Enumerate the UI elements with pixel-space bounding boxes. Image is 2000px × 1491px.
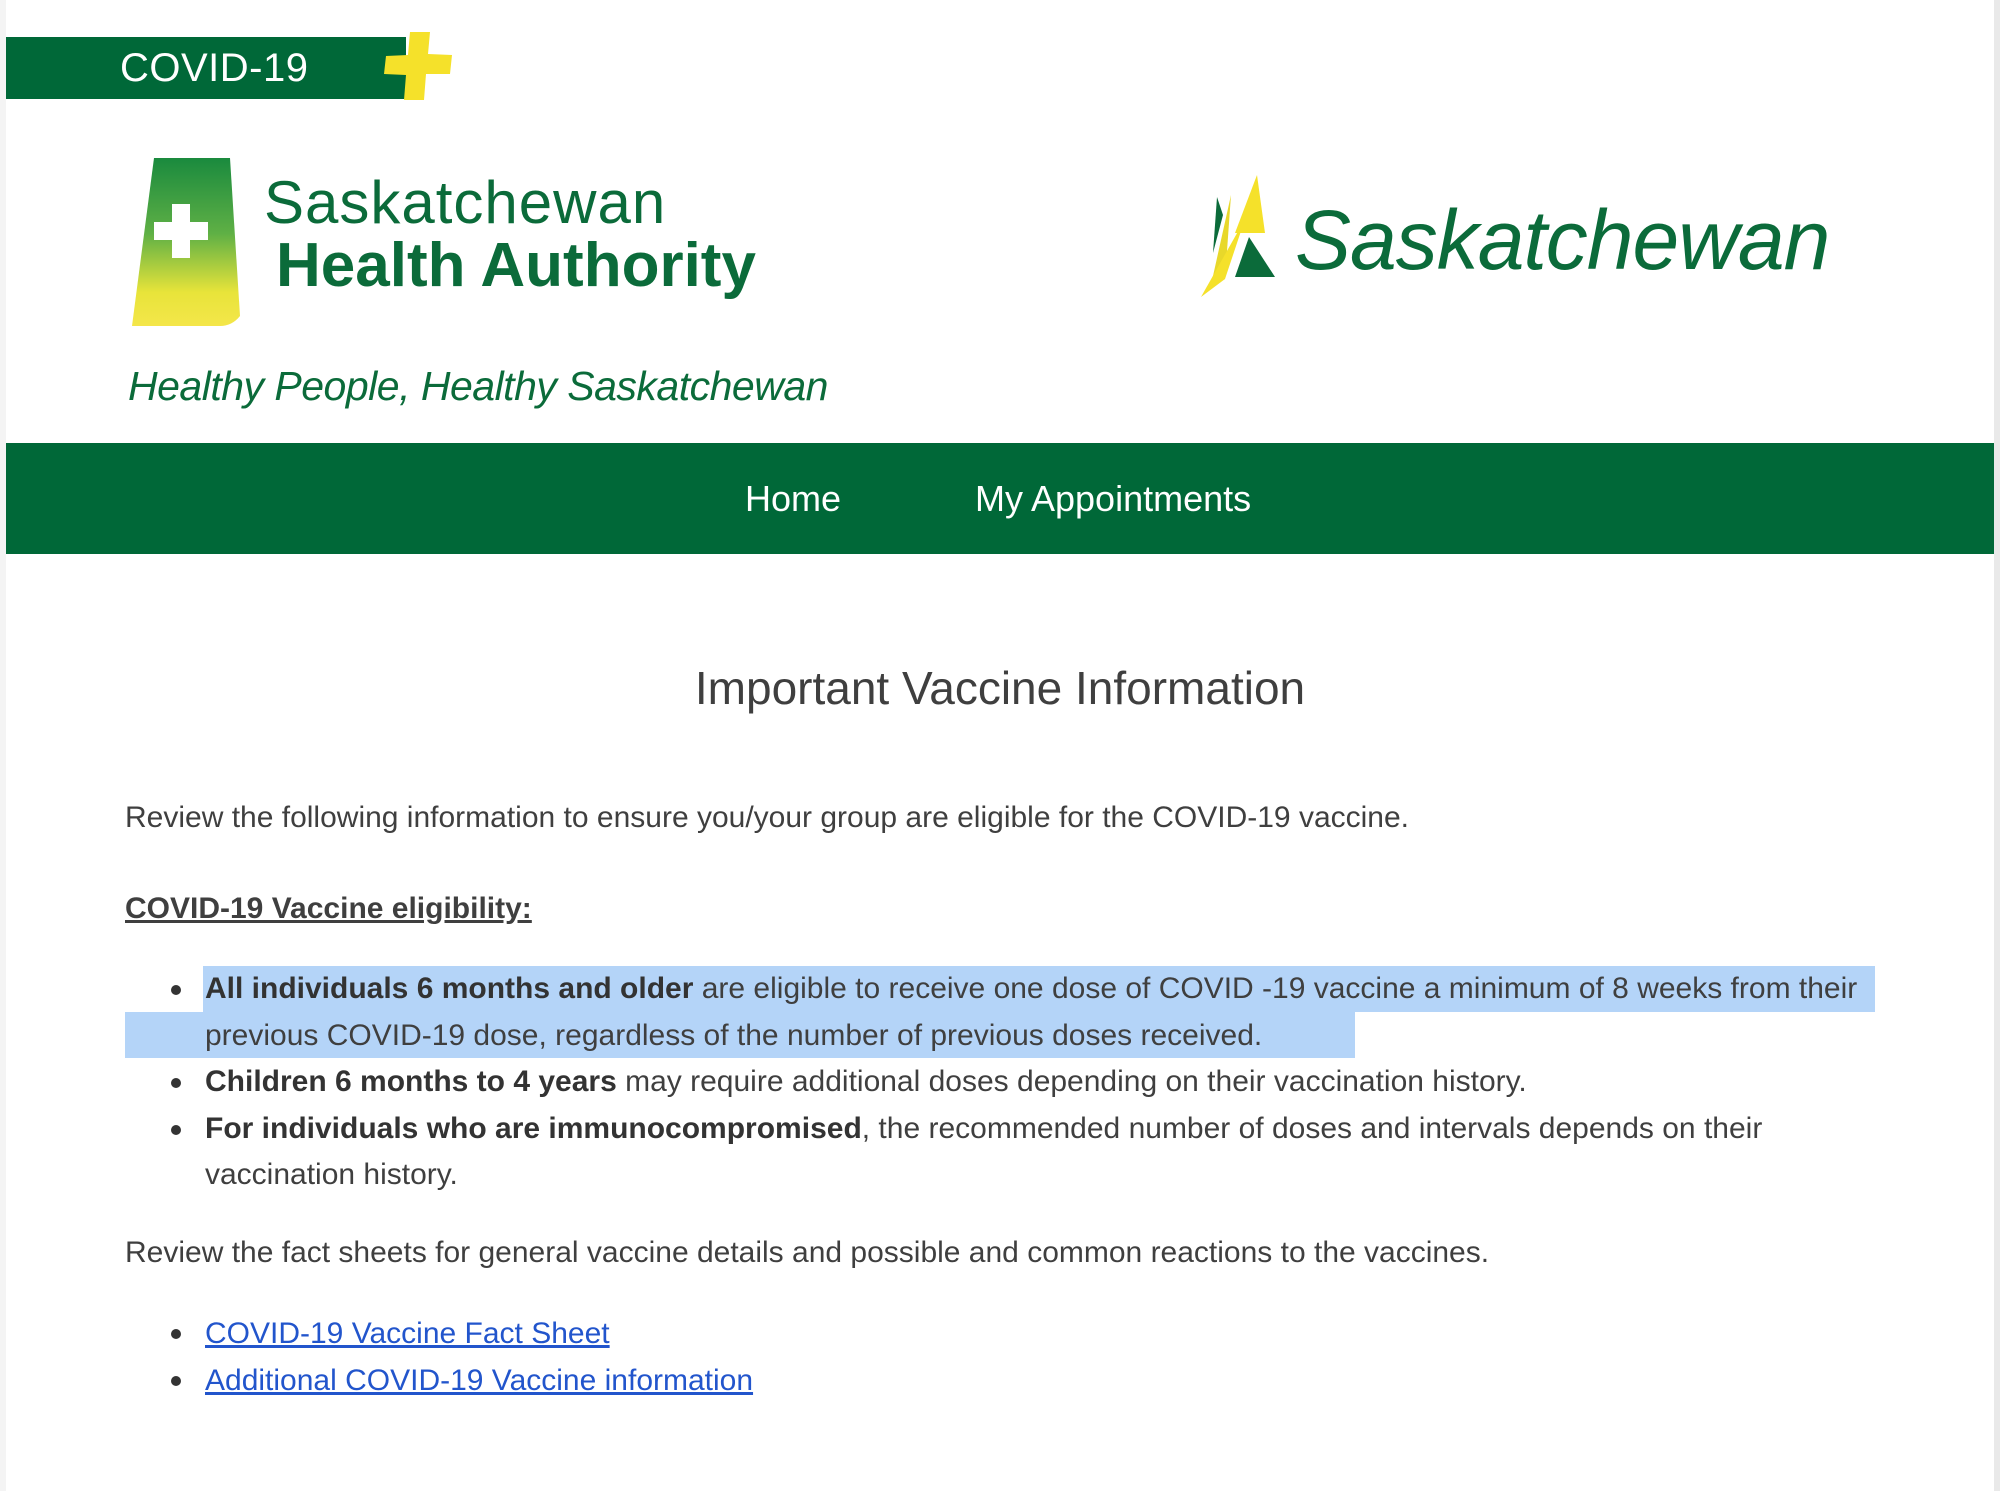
sha-name-line1: Saskatchewan xyxy=(264,169,667,236)
additional-vaccine-info-link[interactable]: Additional COVID-19 Vaccine information xyxy=(205,1364,754,1397)
plus-icon xyxy=(380,28,460,108)
tagline: Healthy People, Healthy Saskatchewan xyxy=(128,363,828,409)
eligibility-heading: COVID-19 Vaccine eligibility: xyxy=(125,892,532,925)
page-title: Important Vaccine Information xyxy=(694,662,1306,714)
list-item xyxy=(205,1059,1885,1106)
vaccine-fact-sheet-link[interactable]: COVID-19 Vaccine Fact Sheet xyxy=(205,1317,610,1350)
list-item xyxy=(205,1106,1885,1199)
sha-logo-icon xyxy=(132,158,240,326)
list-item-bold: Children 6 months to 4 years xyxy=(205,1065,617,1098)
page-scrollbar-track[interactable] xyxy=(1994,0,2000,1491)
list-item xyxy=(205,1357,753,1404)
list-item xyxy=(205,1310,753,1357)
nav-home[interactable]: Home xyxy=(745,478,842,519)
eligibility-list xyxy=(205,966,1885,1199)
fact-sheet-intro: Review the fact sheets for general vaccine details and possible and common reactions to the vaccines. xyxy=(125,1236,1490,1269)
page-left-edge xyxy=(0,0,6,1491)
list-item-bold: For individuals who are immunocompromised xyxy=(205,1111,862,1145)
covid-banner-label: COVID-19 xyxy=(120,46,309,90)
list-item-text: , the recommended number of doses and intervals depends on their vaccination history. xyxy=(205,1111,1763,1191)
fact-sheet-links xyxy=(205,1310,753,1404)
intro-text: Review the following information to ensure you/your group are eligible for the COVID-19 vaccine. xyxy=(125,801,1409,834)
sha-name-line2: Health Authority xyxy=(276,231,756,300)
nav-my-appointments[interactable]: My Appointments xyxy=(975,478,1252,519)
list-item-bold: All individuals 6 months and older xyxy=(205,972,694,1005)
wheat-icon xyxy=(1195,175,1275,297)
gov-wordmark: Saskatchewan xyxy=(1295,193,1830,287)
list-item xyxy=(205,966,1885,1059)
list-item-text: may require additional doses depending on their vaccination history. xyxy=(616,1065,1527,1098)
list-item-text: are eligible to receive one dose of COVID -19 vaccine a minimum of 8 weeks from their previous COVID-19 dose, regardless of the number of previous doses received. xyxy=(205,972,1858,1052)
